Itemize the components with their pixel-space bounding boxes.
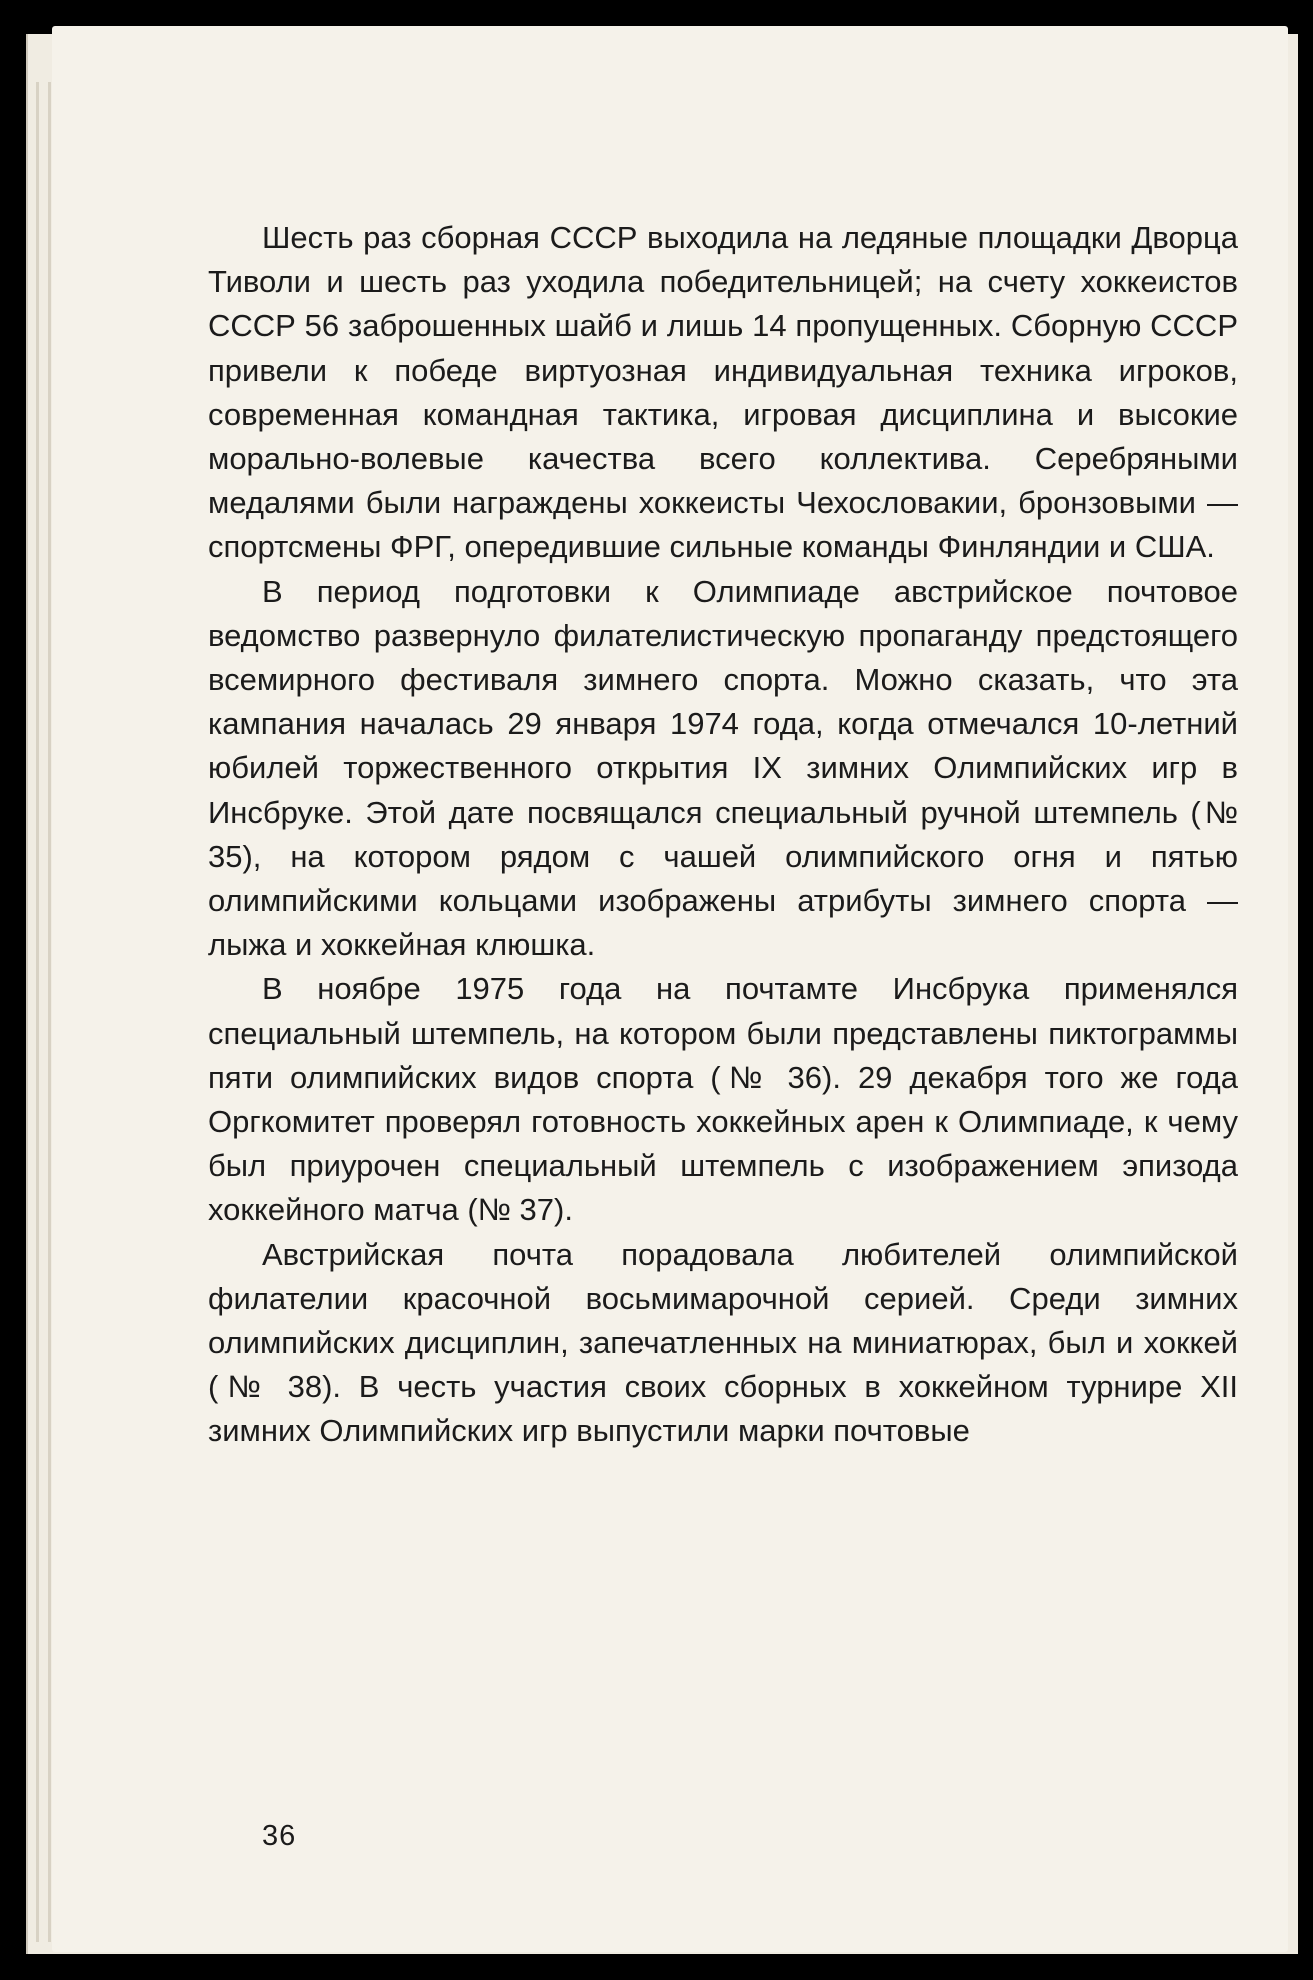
page-edge (36, 82, 39, 1942)
page-edge (48, 82, 51, 1942)
paragraph-1: Шесть раз сборная СССР выходила на ледяные площадки Дворца Тиволи и шесть раз уходила победительницей; на счету хоккеистов СССР 56 заброшенных шайб и лишь 14 пропущенных. Сборную СССР привели к победе виртуозная индивидуальная техника игроков, современная командная тактика, игровая дисциплина и высокие морально-волевые качества всего коллектива. Серебряными медалями были награждены хоккеисты Чехословакии, бронзовыми — спортсмены ФРГ, опередившие сильные команды Финляндии и США. (208, 220, 1238, 565)
page-number: 36 (262, 1820, 297, 1852)
paragraph-3: В ноябре 1975 года на почтамте Инсбрука применялся специальный штемпель, на котором были представлены пиктограммы пяти олимпийских видов спорта (№ 36). 29 декабря того же года Оргкомитет проверял готовность хоккейных арен к Олимпиаде, к чему был приурочен специальный штемпель с изображением эпизода хоккейного матча (№ 37). (208, 971, 1238, 1228)
paragraph-2: В период подготовки к Олимпиаде австрийское почтовое ведомство развернуло филателистическую пропаганду предстоящего всемирного фестиваля зимнего спорта. Можно сказать, что эта кампания началась 29 января 1974 года, когда отмечался 10-летний юбилей торжественного открытия IX зимних Олимпийских игр в Инсбруке. Этой дате посвящался специальный ручной штемпель (№ 35), на котором рядом с чашей олимпийского огня и пятью олимпийскими кольцами изображены атрибуты зимнего спорта — лыжа и хоккейная клюшка. (208, 573, 1238, 963)
book-page (52, 26, 1288, 1952)
body-text (208, 216, 1238, 1454)
paragraph-4: Австрийская почта порадовала любителей олимпийской филателии красочной восьмимарочной серией. Среди зимних олимпийских дисциплин, запечатленных на миниатюрах, был и хоккей (№ 38). В честь участия своих сборных в хоккейном турнире XII зимних Олимпийских игр выпустили марки почтовые (208, 1236, 1238, 1449)
